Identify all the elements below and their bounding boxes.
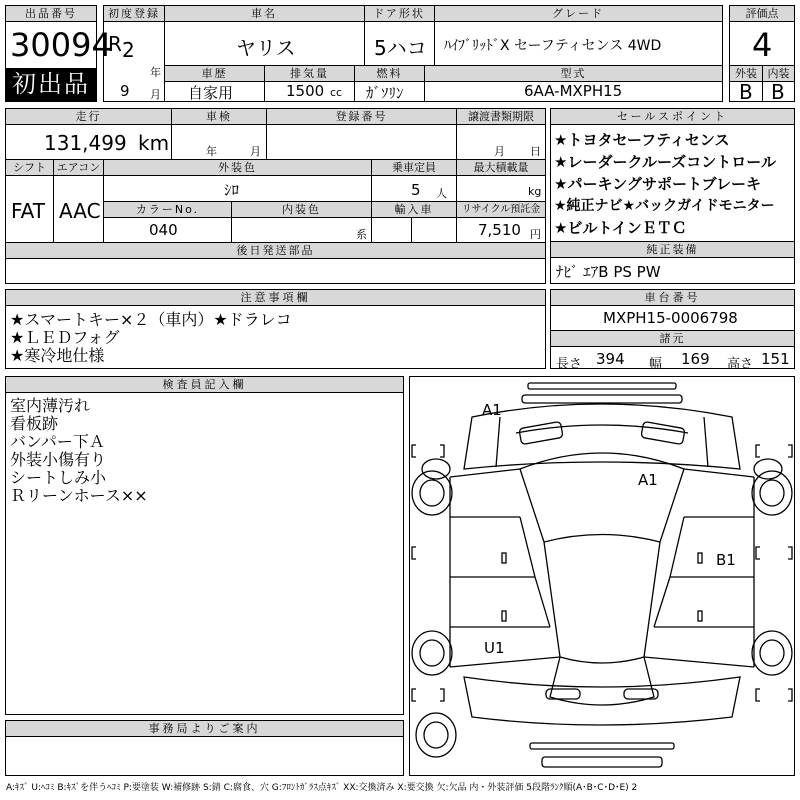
door-type: 5ハコ bbox=[374, 36, 427, 60]
grade-header: グレード bbox=[434, 6, 722, 22]
color-header: 外装色 bbox=[103, 160, 371, 176]
later-parts-header: 後日発送部品 bbox=[6, 243, 545, 259]
recycle-unit: 円 bbox=[530, 228, 541, 241]
shift-header: シフト bbox=[6, 160, 53, 176]
intcolor-header: 内装色 bbox=[231, 202, 371, 218]
exterior-color: ｼﾛ bbox=[224, 181, 240, 199]
load-unit: kg bbox=[528, 185, 542, 198]
damage-mark: A1 bbox=[482, 401, 502, 419]
sales-item: ★パーキングサポートブレーキ bbox=[554, 175, 761, 193]
width-value: 169 bbox=[681, 350, 710, 368]
damage-mark: B1 bbox=[716, 551, 736, 569]
inspect-header: 車検 bbox=[171, 109, 266, 125]
capacity-unit: 人 bbox=[436, 187, 447, 200]
inspector-box bbox=[5, 376, 404, 715]
sales-header: セールスポイント bbox=[551, 109, 794, 125]
inspector-item: バンパー下Ａ bbox=[10, 432, 105, 451]
name-header: 車名 bbox=[164, 6, 364, 22]
load-header: 最大積載量 bbox=[456, 160, 545, 176]
displacement-unit: cc bbox=[330, 86, 343, 99]
history-header: 車歴 bbox=[165, 66, 264, 82]
regno-header: 登録番号 bbox=[266, 109, 456, 125]
length-value: 394 bbox=[596, 350, 625, 368]
sales-item: ★純正ナビ★バックガイドモニター bbox=[554, 198, 775, 214]
damage-mark: U1 bbox=[484, 639, 505, 657]
capacity-header: 乗車定員 bbox=[371, 160, 456, 176]
int-header: 内装 bbox=[762, 66, 794, 82]
import-header: 輸入車 bbox=[371, 202, 456, 218]
vehicle-info-box bbox=[103, 5, 723, 102]
disp-header: 排気量 bbox=[264, 66, 354, 82]
inspector-item: 看板跡 bbox=[10, 414, 59, 433]
inspector-item: 室内薄汚れ bbox=[10, 396, 91, 415]
inspector-header: 検査員記入欄 bbox=[6, 377, 403, 393]
detail-box bbox=[5, 108, 546, 284]
inspector-item: シートしみ小 bbox=[10, 468, 107, 487]
mileage-header: 走行 bbox=[6, 109, 171, 125]
inspect-year: 年 bbox=[206, 145, 217, 158]
car-diagram bbox=[409, 376, 795, 776]
sales-points-box bbox=[550, 108, 795, 284]
reg-header: 初度登録 bbox=[104, 6, 164, 22]
legend: A:ｷｽﾞ U:ﾍｺﾐ B:ｷｽﾞを伴うﾍｺﾐ P:要塗装 W:補修跡 S:錆 C:腐食、穴 G:ﾌﾛﾝﾄｶﾞﾗｽ点ｷｽﾞ XX:交換済み X:要交換 欠:欠品 内・外装評価 5段階ﾗﾝｸ順(A･B･C･D･E) 2 bbox=[6, 783, 638, 793]
inspect-month: 月 bbox=[250, 145, 261, 158]
note-item: ★寒冷地仕様 bbox=[10, 346, 105, 365]
model-code: 6AA-MXPH15 bbox=[524, 82, 623, 100]
ext-grade: B bbox=[739, 80, 753, 104]
reg-month-unit: 月 bbox=[150, 88, 161, 101]
model-header: 型式 bbox=[424, 66, 722, 82]
aircon: AAC bbox=[59, 199, 101, 223]
score-value: 4 bbox=[752, 26, 773, 64]
sales-item: ★レーダークルーズコントロール bbox=[554, 153, 776, 171]
score-header: 評価点 bbox=[730, 6, 794, 22]
chassis-box bbox=[550, 289, 795, 372]
height-value: 151 bbox=[761, 350, 790, 368]
lot-number: 30094 bbox=[10, 26, 112, 64]
lot-box bbox=[5, 5, 112, 102]
mileage-unit: km bbox=[138, 131, 170, 155]
colorno-header: カラーNo. bbox=[104, 202, 231, 218]
notes-header: 注意事項欄 bbox=[6, 290, 545, 306]
car-name: ヤリス bbox=[236, 36, 296, 60]
notes-box bbox=[5, 289, 546, 369]
score-box bbox=[729, 5, 795, 102]
capacity: 5 bbox=[411, 181, 421, 199]
recycle-fee: 7,510 bbox=[478, 221, 521, 239]
era: R bbox=[108, 32, 122, 56]
reg-year-unit: 年 bbox=[150, 66, 161, 79]
chassis-number: MXPH15-0006798 bbox=[603, 309, 738, 327]
inspector-item: Ｒリーンホース×× bbox=[10, 486, 148, 505]
shift: FAT bbox=[11, 199, 46, 223]
lot-header: 出品番号 bbox=[6, 6, 96, 22]
width-label: 幅 bbox=[649, 357, 663, 372]
mileage: 131,499 bbox=[44, 131, 127, 155]
recycle-header: リサイクル預託金 bbox=[456, 202, 545, 218]
fuel: ｶﾞｿﾘﾝ bbox=[366, 84, 404, 102]
reg-month: 9 bbox=[120, 82, 130, 100]
history: 自家用 bbox=[188, 84, 234, 102]
length-label: 長さ bbox=[556, 357, 583, 372]
intcolor-unit: 系 bbox=[356, 228, 367, 241]
height-label: 高さ bbox=[727, 357, 754, 372]
ext-header: 外装 bbox=[730, 66, 762, 82]
equipment-value: ﾅﾋﾞ ｴｱB PS PW bbox=[556, 263, 661, 281]
inspector-item: 外装小傷有り bbox=[10, 450, 107, 469]
office-header: 事務局よりご案内 bbox=[6, 721, 403, 737]
car-outline bbox=[410, 377, 794, 775]
fuel-header: 燃料 bbox=[354, 66, 424, 82]
door-header: ドア形状 bbox=[364, 6, 434, 22]
reg-year: 2 bbox=[122, 38, 135, 62]
transfer-header: 譲渡書類期限 bbox=[456, 109, 545, 125]
first-listing-badge: 初出品 bbox=[6, 68, 96, 101]
sales-item: ★トヨタセーフティセンス bbox=[554, 131, 730, 149]
spec-header: 諸元 bbox=[551, 331, 794, 347]
aircon-header: エアコン bbox=[53, 160, 103, 176]
chassis-header: 車台番号 bbox=[551, 290, 794, 306]
note-item: ★スマートキー×２（車内）★ドラレコ bbox=[10, 310, 292, 329]
equipment-header: 純正装備 bbox=[551, 242, 794, 258]
color-number: 040 bbox=[149, 221, 178, 239]
office-box bbox=[5, 720, 404, 776]
note-item: ★ＬＥＤフォグ bbox=[10, 328, 120, 347]
transfer-day: 日 bbox=[530, 145, 541, 158]
damage-mark: A1 bbox=[638, 471, 658, 489]
sales-item: ★ビルトインＥＴＣ bbox=[554, 219, 687, 237]
int-grade: B bbox=[771, 80, 785, 104]
displacement: 1500 bbox=[286, 82, 325, 100]
grade: ﾊｲﾌﾞﾘｯﾄﾞX セーフティセンス 4WD bbox=[444, 38, 662, 54]
transfer-month: 月 bbox=[494, 145, 505, 158]
